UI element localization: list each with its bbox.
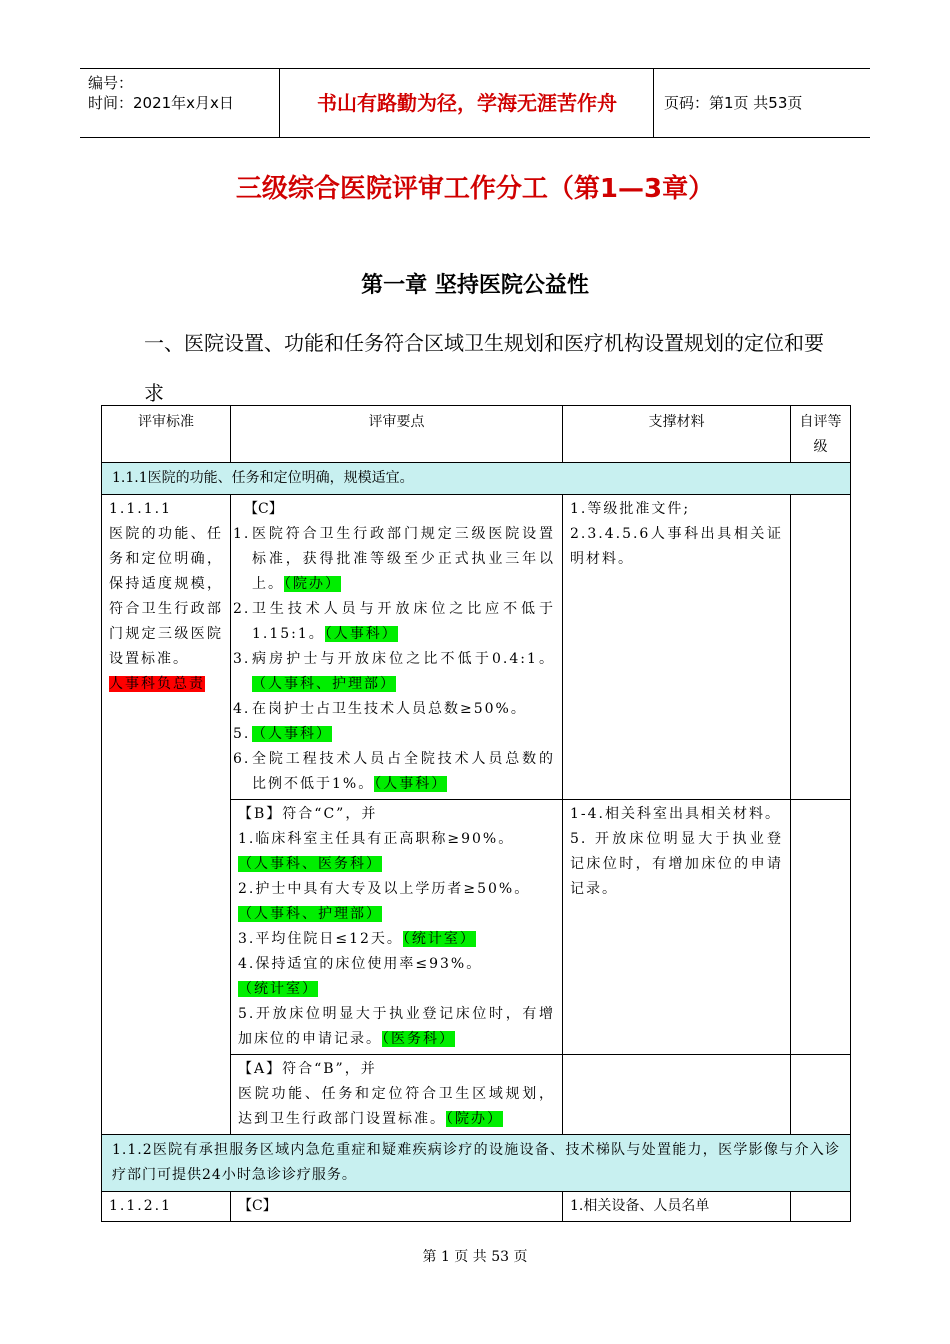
dept-tag: （医务科） (382, 1031, 455, 1047)
list-item: 6. 全院工程技术人员占全院技术人员总数的比例不低于1%。（人事科） (233, 751, 555, 792)
grade-a: 【A】符合“B”，并 (238, 1061, 377, 1077)
standard-code: 1.1.2.1 (102, 1192, 231, 1222)
dept-tag: （人事科、医务科） (238, 856, 382, 872)
list-item: 2. 卫生技术人员与开放床位之比应不低于1.15:1。（人事科） (233, 601, 555, 642)
document-title: 三级综合医院评审工作分工（第1—3章） (235, 174, 715, 204)
owner-badge: 人事科负总责 (109, 676, 205, 692)
standard-code: 1.1.1.1 (109, 501, 172, 517)
list-item: 3.平均住院日≤12天。（统计室） (238, 931, 476, 947)
list-item: 1. 医院符合卫生行政部门规定三级医院设置标准，获得批准等级至少正式执业三年以上。（院办） (233, 526, 555, 592)
table-band-row (102, 463, 851, 495)
list-item: 1.临床科室主任具有正高职称≥90%。 （人事科、医务科） (238, 831, 515, 872)
dept-tag: （院办） (446, 1111, 503, 1127)
material-item: 1.等级批准文件; (570, 501, 691, 517)
dept-tag: （人事科） (374, 776, 448, 792)
c-grade-cell (231, 495, 563, 800)
grade-c: 【C】 (231, 1192, 563, 1222)
page-footer: 第 1 页 共 53 页 (422, 1249, 528, 1265)
dept-tag: （人事科） (252, 726, 332, 742)
dept-tag: （统计室） (402, 931, 476, 947)
col-header-materials: 支撑材料 (563, 406, 791, 463)
header-page-label: 页码：第1页 共53页 (664, 94, 803, 112)
list-item: 4. 在岗护士占卫生技术人员总数≥50%。 (233, 701, 527, 717)
col-header-points: 评审要点 (231, 406, 563, 463)
b-grade-cell (231, 800, 563, 1055)
page-header (80, 68, 870, 138)
review-table (101, 405, 851, 1222)
self-grade-cell (791, 495, 851, 800)
header-meta (80, 69, 280, 137)
material-item: 1-4.相关科室出具相关材料。 (570, 806, 781, 822)
dept-tag: （院办） (284, 576, 341, 592)
dept-tag: （统计室） (238, 981, 318, 997)
col-header-standard: 评审标准 (102, 406, 231, 463)
material-item: 2.3.4.5.6人事科出具相关证明材料。 (570, 526, 783, 567)
self-grade-cell (791, 1055, 851, 1135)
time-label: 时间：2021年x月x日 (88, 94, 234, 112)
band-1-1-2: 1.1.2医院有承担服务区域内急危重症和疑难疾病诊疗的设施设备、技术梯队与处置能力，医学影像与介入诊疗部门可提供24小时急诊诊疗服务。 (102, 1135, 851, 1192)
dept-tag: （人事科、护理部） (238, 906, 382, 922)
list-item: 2.护士中具有大专及以上学历者≥50%。 （人事科、护理部） (238, 881, 531, 922)
band-1-1-1: 1.1.1医院的功能、任务和定位明确，规模适宜。 (102, 463, 851, 495)
self-grade-cell (791, 800, 851, 1055)
list-item: 4.保持适宜的床位使用率≤93%。 （统计室） (238, 956, 483, 997)
a-materials-cell (563, 1055, 791, 1135)
section-title: 一、医院设置、功能和任务符合区域卫生规划和医疗机构设置规划的定位和要求 (144, 331, 824, 405)
table-band-row (102, 1135, 851, 1192)
c-materials-cell (563, 495, 791, 800)
table-row (102, 1192, 851, 1222)
table-row (102, 495, 851, 800)
number-label: 编号： (88, 74, 134, 92)
chapter-title: 第一章 坚持医院公益性 (361, 273, 589, 298)
c-items-list (233, 522, 555, 797)
list-item: 3. 病房护士与开放床位之比不低于0.4:1。（人事科、护理部） (233, 651, 555, 692)
material-item: 5. 开放床位明显大于执业登记床位时，有增加床位的申请记录。 (570, 831, 783, 897)
self-grade-cell (791, 1192, 851, 1222)
b-materials-cell (563, 800, 791, 1055)
material-item: 1.相关设备、人员名单 (563, 1192, 791, 1222)
table-header-row (102, 406, 851, 463)
a-grade-cell: 【A】符合“B”，并 医院功能、任务和定位符合卫生区域规划，达到卫生行政部门设置标准。（院办） (231, 1055, 563, 1135)
dept-tag: （人事科） (324, 626, 398, 642)
grade-b: 【B】符合“C”，并 (238, 806, 378, 822)
col-header-self-grade: 自评等级 (791, 406, 851, 463)
standard-cell (102, 495, 231, 1135)
header-motto: 书山有路勤为径，学海无涯苦作舟 (281, 69, 654, 137)
grade-c: 【C】 (244, 501, 283, 517)
list-item: 5.开放床位明显大于执业登记床位时，有增加床位的申请记录。（医务科） (238, 1006, 555, 1047)
list-item: 5. （人事科） (233, 726, 332, 742)
dept-tag: （人事科、护理部） (252, 676, 396, 692)
standard-text: 医院的功能、任务和定位明确，保持适度规模，符合卫生行政部门规定三级医院设置标准。 (109, 526, 223, 667)
